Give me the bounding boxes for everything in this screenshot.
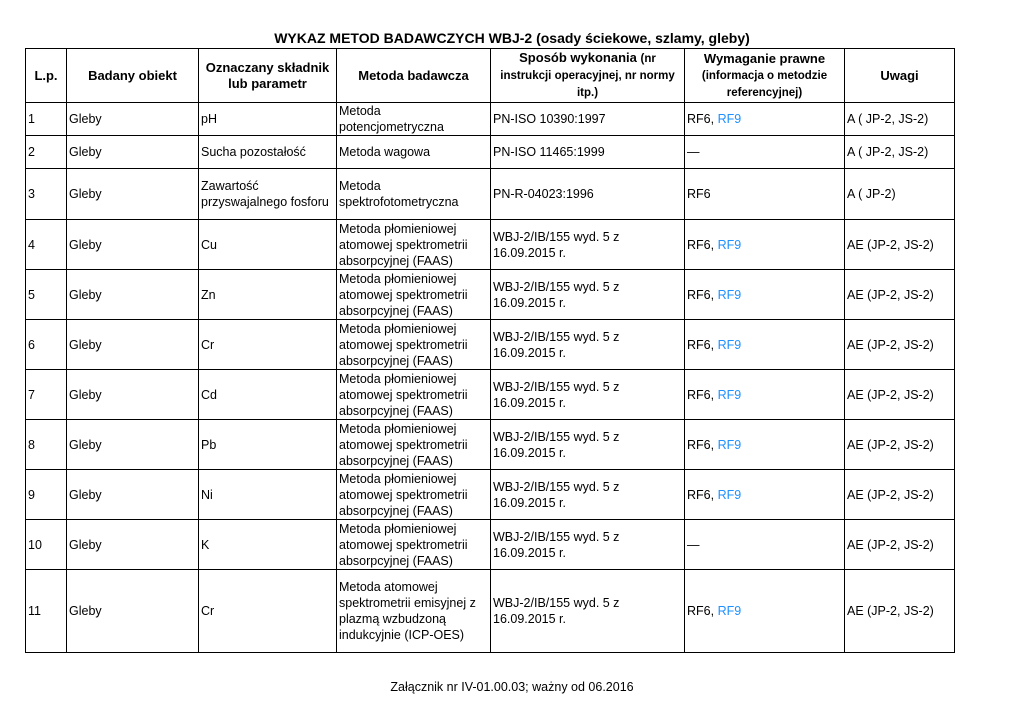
requirement-text: RF6,: [687, 387, 718, 402]
footer-note: Załącznik nr IV-01.00.03; ważny od 06.2016: [390, 680, 634, 694]
cell-wymaganie: [685, 570, 845, 653]
cell-lp: 11: [26, 570, 67, 653]
cell-lp: 4: [26, 220, 67, 270]
header-row: [26, 49, 955, 103]
cell-obiekt: Gleby: [67, 520, 199, 570]
cell-sposob: WBJ-2/IB/155 wyd. 5 z 16.09.2015 r.: [491, 520, 685, 570]
methods-table: [25, 48, 955, 653]
header-uwagi: Uwagi: [845, 49, 955, 103]
cell-obiekt: Gleby: [67, 370, 199, 420]
table-row: [26, 370, 955, 420]
cell-lp: 7: [26, 370, 67, 420]
cell-wymaganie: [685, 136, 845, 169]
cell-sposob: WBJ-2/IB/155 wyd. 5 z 16.09.2015 r.: [491, 470, 685, 520]
cell-wymaganie: [685, 270, 845, 320]
cell-sposob: PN-R-04023:1996: [491, 169, 685, 220]
cell-uwagi: A ( JP-2, JS-2): [845, 103, 955, 136]
requirement-text: RF6,: [687, 437, 718, 452]
cell-metoda: Metoda płomieniowej atomowej spektrometrii absorpcyjnej (FAAS): [337, 470, 491, 520]
table-row: [26, 520, 955, 570]
cell-sposob: WBJ-2/IB/155 wyd. 5 z 16.09.2015 r.: [491, 370, 685, 420]
cell-obiekt: Gleby: [67, 136, 199, 169]
requirement-text: RF6,: [687, 237, 718, 252]
cell-wymaganie: [685, 220, 845, 270]
requirement-text: RF6: [687, 187, 711, 201]
cell-obiekt: Gleby: [67, 103, 199, 136]
requirement-reference: RF9: [717, 604, 742, 618]
cell-skladnik: Ni: [199, 470, 337, 520]
cell-metoda: Metoda płomieniowej atomowej spektrometrii absorpcyjnej (FAAS): [337, 370, 491, 420]
table-row: [26, 570, 955, 653]
header-skladnik: Oznaczany składnik lub parametr: [199, 49, 337, 103]
table-row: [26, 169, 955, 220]
cell-lp: 10: [26, 520, 67, 570]
header-sposob-main: Sposób wykonania: [519, 50, 637, 65]
requirement-reference: RF9: [717, 387, 742, 402]
cell-lp: 6: [26, 320, 67, 370]
cell-lp: 9: [26, 470, 67, 520]
cell-lp: 3: [26, 169, 67, 220]
cell-uwagi: AE (JP-2, JS-2): [845, 520, 955, 570]
table-row: [26, 103, 955, 136]
cell-obiekt: Gleby: [67, 470, 199, 520]
cell-skladnik: Cr: [199, 320, 337, 370]
requirement-reference: RF9: [717, 112, 742, 126]
cell-obiekt: Gleby: [67, 220, 199, 270]
cell-sposob: WBJ-2/IB/155 wyd. 5 z 16.09.2015 r.: [491, 270, 685, 320]
requirement-reference: RF9: [717, 287, 742, 302]
cell-wymaganie: [685, 420, 845, 470]
cell-metoda: Metoda płomieniowej atomowej spektrometrii absorpcyjnej (FAAS): [337, 320, 491, 370]
cell-wymaganie: [685, 520, 845, 570]
cell-skladnik: Cr: [199, 570, 337, 653]
cell-skladnik: pH: [199, 103, 337, 136]
requirement-text: —: [687, 145, 700, 159]
cell-skladnik: Pb: [199, 420, 337, 470]
cell-sposob: WBJ-2/IB/155 wyd. 5 z 16.09.2015 r.: [491, 570, 685, 653]
cell-lp: 1: [26, 103, 67, 136]
table-row: [26, 220, 955, 270]
cell-uwagi: AE (JP-2, JS-2): [845, 420, 955, 470]
table-row: [26, 320, 955, 370]
header-obiekt: Badany obiekt: [67, 49, 199, 103]
cell-obiekt: Gleby: [67, 420, 199, 470]
cell-wymaganie: [685, 370, 845, 420]
cell-uwagi: AE (JP-2, JS-2): [845, 470, 955, 520]
header-lp: L.p.: [26, 49, 67, 103]
cell-metoda: Metoda płomieniowej atomowej spektrometrii absorpcyjnej (FAAS): [337, 420, 491, 470]
cell-metoda: Metoda płomieniowej atomowej spektrometrii absorpcyjnej (FAAS): [337, 520, 491, 570]
cell-skladnik: Cd: [199, 370, 337, 420]
cell-metoda: Metoda potencjometryczna: [337, 103, 491, 136]
cell-metoda: Metoda płomieniowej atomowej spektrometrii absorpcyjnej (FAAS): [337, 270, 491, 320]
table-row: [26, 136, 955, 169]
requirement-text: RF6,: [687, 112, 718, 126]
cell-wymaganie: [685, 320, 845, 370]
cell-sposob: WBJ-2/IB/155 wyd. 5 z 16.09.2015 r.: [491, 320, 685, 370]
header-metoda: Metoda badawcza: [337, 49, 491, 103]
cell-metoda: Metoda płomieniowej atomowej spektrometrii absorpcyjnej (FAAS): [337, 220, 491, 270]
cell-wymaganie: [685, 103, 845, 136]
cell-uwagi: A ( JP-2, JS-2): [845, 136, 955, 169]
cell-lp: 5: [26, 270, 67, 320]
cell-sposob: WBJ-2/IB/155 wyd. 5 z 16.09.2015 r.: [491, 220, 685, 270]
cell-sposob: PN-ISO 11465:1999: [491, 136, 685, 169]
cell-uwagi: AE (JP-2, JS-2): [845, 270, 955, 320]
table-row: [26, 270, 955, 320]
cell-skladnik: Sucha pozostałość: [199, 136, 337, 169]
cell-sposob: WBJ-2/IB/155 wyd. 5 z 16.09.2015 r.: [491, 420, 685, 470]
requirement-text: RF6,: [687, 337, 718, 352]
requirement-text: RF6,: [687, 287, 718, 302]
header-wymaganie-main: Wymaganie prawne: [703, 50, 826, 66]
cell-obiekt: Gleby: [67, 169, 199, 220]
cell-skladnik: K: [199, 520, 337, 570]
cell-obiekt: Gleby: [67, 320, 199, 370]
cell-uwagi: AE (JP-2, JS-2): [845, 370, 955, 420]
header-sposob: [491, 49, 685, 103]
table-row: [26, 470, 955, 520]
header-wymaganie-sub: (informacja o metodzie referencyjnej): [701, 69, 828, 99]
cell-uwagi: AE (JP-2, JS-2): [845, 570, 955, 653]
cell-metoda: Metoda atomowej spektrometrii emisyjnej z plazmą wzbudzoną indukcyjnie (ICP-OES): [337, 570, 491, 653]
cell-wymaganie: [685, 470, 845, 520]
requirement-text: —: [687, 537, 700, 552]
requirement-reference: RF9: [717, 237, 742, 252]
cell-lp: 2: [26, 136, 67, 169]
cell-skladnik: Zawartość przyswajalnego fosforu: [199, 169, 337, 220]
cell-obiekt: Gleby: [67, 570, 199, 653]
header-sposob-sub: (nr instrukcji operacyjnej, nr normy itp.): [500, 53, 675, 99]
cell-skladnik: Cu: [199, 220, 337, 270]
cell-uwagi: A ( JP-2): [845, 169, 955, 220]
cell-sposob: PN-ISO 10390:1997: [491, 103, 685, 136]
cell-metoda: Metoda wagowa: [337, 136, 491, 169]
cell-obiekt: Gleby: [67, 270, 199, 320]
cell-uwagi: AE (JP-2, JS-2): [845, 220, 955, 270]
cell-lp: 8: [26, 420, 67, 470]
requirement-reference: RF9: [717, 437, 742, 452]
requirement-reference: RF9: [717, 337, 742, 352]
table-row: [26, 420, 955, 470]
requirement-reference: RF9: [717, 487, 742, 502]
cell-skladnik: Zn: [199, 270, 337, 320]
cell-metoda: Metoda spektrofotometryczna: [337, 169, 491, 220]
cell-wymaganie: [685, 169, 845, 220]
header-wymaganie: [685, 49, 845, 103]
cell-uwagi: AE (JP-2, JS-2): [845, 320, 955, 370]
requirement-text: RF6,: [687, 487, 718, 502]
document-title: WYKAZ METOD BADAWCZYCH WBJ-2 (osady ściekowe, szlamy, gleby): [274, 30, 750, 46]
requirement-text: RF6,: [687, 604, 718, 618]
